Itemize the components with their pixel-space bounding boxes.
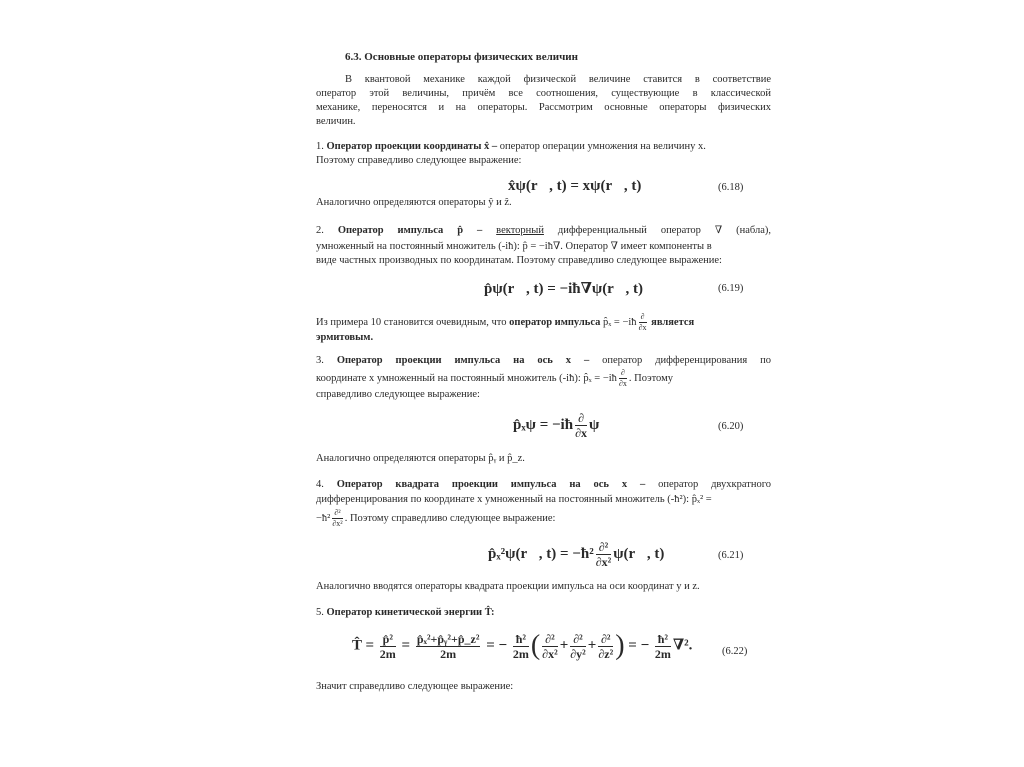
eq-6-22-frac-6: [598, 633, 613, 660]
s1-bold: Оператор проекции координаты x̂ –: [326, 141, 498, 152]
example-fraction: [639, 313, 647, 332]
example-bold-2: является: [651, 316, 695, 328]
eq-6-20-fraction: [575, 412, 587, 439]
intro-line-4: величин.: [316, 116, 356, 127]
s2-underlined: векторный: [496, 225, 544, 236]
frac-3-num: ħ²: [513, 633, 529, 647]
frac-2-num: p̂ₓ²+p̂ᵧ²+p̂_z²: [416, 631, 480, 646]
s3-frac-num: ∂: [620, 368, 625, 377]
eq-6-22-frac-7: [655, 633, 671, 660]
eq-6-21-left: p̂ₓ²ψ(r⃗, t) = −ħ²: [488, 545, 594, 562]
example-frac-num: ∂: [640, 312, 645, 321]
s1-number: 1.: [316, 141, 324, 152]
frac-5-den: ∂y²: [570, 646, 586, 661]
s3-rest: оператор дифференцирования по: [602, 355, 771, 366]
eq-6-22-frac-5: [570, 633, 586, 660]
right-paren: ): [615, 630, 625, 661]
eq-6-20-frac-num: ∂: [575, 412, 587, 426]
example-line-2-text: эрмитовым.: [316, 332, 374, 343]
s2-bold: Оператор импульса p̂ –: [337, 225, 483, 236]
s4-after: Аналогично вводятся операторы квадрата проекции импульса на оси координат y и z.: [316, 581, 700, 592]
frac-1-num: p̂²: [380, 633, 396, 647]
frac-7-num: ħ²: [655, 633, 671, 647]
eq-6-21-frac-num: ∂²: [596, 541, 612, 555]
example-line-1: [316, 313, 694, 332]
frac-4-den: ∂x²: [542, 646, 558, 661]
s2-line-2: умноженный на постоянный множитель (-iħ): p̂ = −iħ∇. Оператор ∇ имеет компоненты в: [316, 241, 712, 252]
example-formula: p̂ₓ = −iħ: [603, 316, 637, 328]
s1-line-1: [316, 140, 706, 154]
s1-after: Аналогично определяются операторы ŷ и ẑ.: [316, 197, 512, 208]
s4-line-3: [316, 509, 555, 528]
eq-6-22-frac-4: [542, 633, 558, 660]
s4-line-1: [316, 478, 771, 492]
equation-number-6-21: (6.21): [718, 550, 744, 561]
eq-6-22-nabla: ∇².: [672, 637, 693, 654]
s3-number: 3.: [316, 355, 324, 366]
example-pre: Из примера 10 становится очевидным, что: [316, 316, 507, 328]
eq-6-22-frac-2: [416, 633, 481, 660]
equation-6-20: [513, 412, 599, 439]
intro-line-3: механике, переносятся и на операторы. Рассмотрим основные операторы физических: [316, 102, 771, 113]
s3-line-2-formula: p̂ₓ = −iħ: [583, 372, 617, 384]
frac-6-num: ∂²: [598, 633, 613, 647]
equation-number-6-20: (6.20): [718, 421, 744, 432]
frac-6-den: ∂z²: [598, 646, 614, 661]
intro-line-1: В квантовой механике каждой физической величине ставится в соответствие: [345, 74, 771, 85]
equation-number-6-18: (6.18): [718, 182, 744, 193]
intro-line-2: оператор этой величины, причём все соотношения, существующие в классической: [316, 88, 771, 99]
s2-line-1: [316, 224, 771, 238]
s3-line-2-end: . Поэтому: [628, 372, 674, 384]
eq-6-22-T: T̂ =: [352, 637, 375, 654]
eq-6-20-right: ψ: [589, 416, 600, 433]
eq-6-21-frac-den: ∂x²: [595, 555, 612, 569]
eq-6-21-right: ψ(r⃗, t): [613, 545, 665, 562]
s3-line-3: справедливо следующее выражение:: [316, 389, 480, 400]
s2-number: 2.: [316, 225, 324, 236]
s5-bold: Оператор кинетической энергии T̂:: [326, 607, 495, 618]
s1-rest: оператор операции умножения на величину x.: [499, 141, 706, 152]
equation-number-6-22: (6.22): [722, 646, 748, 657]
frac-3-den: 2m: [512, 646, 529, 661]
s1-line-2: Поэтому справедливо следующее выражение:: [316, 155, 522, 166]
s4-bold: Оператор квадрата проекции импульса на ось x –: [336, 479, 646, 490]
equation-6-21: [488, 541, 664, 568]
example-line-2: [316, 331, 373, 345]
equation-6-19: p̂ψ(r⃗, t) = −iħ∇ψ(r⃗, t): [484, 281, 644, 297]
eq-6-22-frac-3: [513, 633, 529, 660]
s3-line-1: [316, 354, 771, 368]
equation-6-22: T̂ = $\frac{\text{p̂²}}{2m}$ = $\frac{\text{p̂ₓ²+p̂ᵧ²+p̂\_z²}}{2m}$ = − $\frac{\text{ħ²}}{2m}$ ( $\frac{\text{∂²}}{\text{∂x²}}$ + $\frac{\text{∂²}}{\text{∂y²}}$ + $\frac{\text{∂²}}{\text{∂z²}}$ ) = − $\frac{\text{ħ²}}{2m}$ ∇².: [352, 630, 693, 661]
s4-frac-num: ∂²: [334, 508, 341, 517]
s4-line-3-text: . Поэтому справедливо следующее выражение:: [344, 512, 556, 524]
eq-6-22-frac-1: [380, 633, 396, 660]
equation-6-18: x̂ψ(r⃗, t) = xψ(r⃗, t): [508, 178, 642, 194]
s4-frac-den: ∂x²: [332, 519, 343, 528]
frac-1-den: 2m: [379, 646, 396, 661]
s4-line-2: дифференцирования по координате x умноженный на постоянный множитель (-ħ²): p̂ₓ² =: [316, 494, 712, 505]
left-paren: (: [530, 630, 541, 661]
s3-line-2-text: координате x умноженный на постоянный множитель (-iħ):: [316, 372, 581, 384]
s3-bold: Оператор проекции импульса на ось x –: [336, 355, 590, 366]
s5-after: Значит справедливо следующее выражение:: [316, 681, 514, 692]
frac-5-num: ∂²: [570, 633, 586, 647]
s4-line-3-fraction: [332, 509, 342, 528]
s4-number: 4.: [316, 479, 324, 490]
s2-rest: дифференциальный оператор ∇ (набла),: [557, 225, 772, 236]
s2-line-3: виде частных производных по координатам. Поэтому справедливо следующее выражение:: [316, 255, 722, 266]
equation-number-6-19: (6.19): [718, 283, 744, 294]
s5-number: 5.: [316, 607, 324, 618]
example-frac-den: ∂x: [638, 323, 647, 332]
eq-6-21-fraction: [596, 541, 612, 568]
frac-2-den: 2m: [440, 646, 457, 661]
frac-4-num: ∂²: [542, 633, 558, 647]
s5-line-1: [316, 606, 494, 620]
s3-after: Аналогично определяются операторы p̂ᵧ и p̂_z.: [316, 453, 525, 464]
frac-7-den: 2m: [654, 646, 671, 661]
s4-rest: оператор двухкратного: [658, 479, 772, 490]
s3-line-2: [316, 369, 673, 388]
s4-line-3-coef: −ħ²: [316, 512, 331, 524]
eq-6-20-frac-den: ∂x: [575, 426, 587, 440]
s3-line-2-fraction: [619, 369, 627, 388]
eq-6-20-left: p̂ₓψ = −iħ: [513, 416, 574, 433]
example-bold: оператор импульса: [509, 316, 601, 328]
s3-frac-den: ∂x: [618, 379, 627, 388]
section-heading: 6.3. Основные операторы физических величин: [345, 51, 578, 63]
